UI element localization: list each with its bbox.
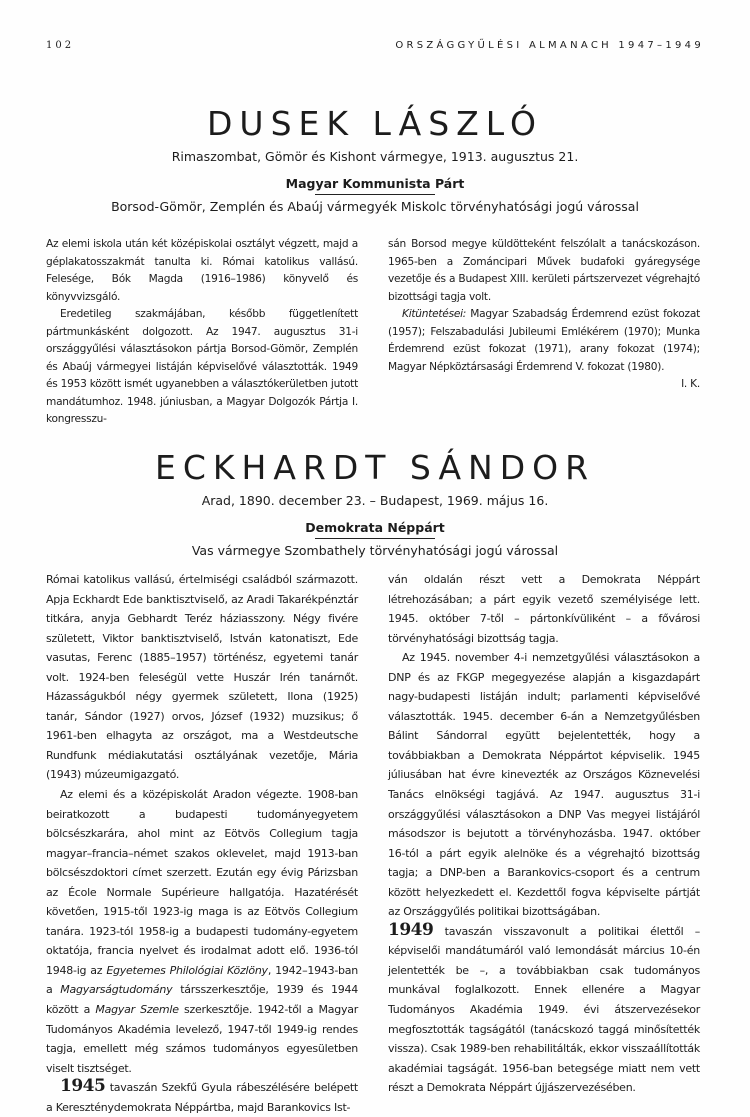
paragraph: Római katolikus vallású, értelmiségi családból származott. Apja Eckhardt Ede banktisztviselő, az Aradi Takarékpénztár titkára, anyja Gebhardt Teréz háziasszony. Négy fivére született, Viktor banktisztviselő, István katonatiszt, Ede vasutas, Ferenc (1885–1957) történész, egyetemi tanár volt. 1924-ben feleségül vette Huszár Irén tanárnőt. Házasságukból négy gyermek született, Ilona (1925) tanár, Sándor (1927) orvos, József (1932) muzsikus; ő 1961-ben elhagyta az országot, ma a Westdeutsche Rundfunk médiakutatási osztályának vezetője, Mária (1943) múzeumigazgató. [46, 573, 358, 782]
constituency: Vas vármegye Szombathely törvényhatósági jogú várossal [191, 543, 559, 558]
paragraph: Az elemi és a középiskolát Aradon végezte. 1908-ban beiratkozott a budapesti tudományegyetem bölcsészkarára, ahol mint az Eötvös Collegium tagja magyar–francia–német szakos oklevelet, majd 1913-ban bölcsészdoktori címet szerzett. Ezután egy évig Párizsban az École Normale Supérieure hallgatója. Hazatérését követően, 1915-től 1923-ig maga is az Eötvös Collegium tanára. 1923-tól 1958-ig a budapesti tudomány-egyetem oktatója, francia nyelvet és irodalmat adott elő. 1936-tól 1948-ig az Egyetemes Philológiai Közlöny, 1942–1943-ban a Magyarságtudomány társszerkesztője, 1939 és 1944 között a Magyar Szemle szerkesztője. 1942-től a Magyar Tudományos Akadémia levelező, 1947-től 1949-ig rendes tagja, emellett még számos tudományos egyesületben viselt tisztséget. [46, 788, 359, 1075]
running-header [46, 40, 704, 56]
paragraph: 1949 tavaszán visszavonult a politikai élettől – képviselői mandátumáról való lemondását március 10-én jelentették be –, a továbbiakban csak tudományos munkával foglalkozott. Ennek ellenére a Magyar Tudományos Akadémia 1949. évi átszervezésekor megfosztották tagságától (tanácskozó taggá minősítették vissza). Csak 1989-ben rehabilitálták, ekkor visszaállították akadémiai tagságát. 1956-ban betegsége miatt nem vett részt a Demokrata Néppárt újjászervezésében. [388, 919, 700, 1095]
party-name: Magyar Kommunista Párt [285, 176, 465, 191]
entry2-right-column [388, 570, 700, 1098]
birth-info: Arad, 1890. december 23. – Budapest, 1969. május 16. [201, 493, 549, 508]
year-marker: 1949 [388, 919, 434, 940]
year-marker: 1945 [60, 1076, 106, 1097]
journal-title: Magyarságtudomány [60, 983, 173, 997]
person-name: ECKHARDT SÁNDOR [154, 448, 596, 487]
paragraph: ván oldalán részt vett a Demokrata Néppárt létrehozásában; a párt egyik vezető személyisége lett. 1945. október 7-től – pártonkívüliként – a fővárosi törvényhatósági bizottság tagja. [388, 573, 700, 645]
party-divider [315, 194, 435, 195]
party-divider [315, 538, 435, 539]
person-name: DUSEK LÁSZLÓ [207, 104, 543, 143]
entry-heading-eckhardt [46, 450, 704, 560]
paragraph: 1945 tavaszán Szekfű Gyula rábeszélésére belépett a Kereszténydemokrata Néppártba, majd Barankovics Ist- [46, 1076, 358, 1114]
paragraph: Eredetileg szakmájában, később függetlenített pártmunkásként dolgozott. Az 1947. augusztus 31-i országgyűlési választásokon pártja Borsod-Gömör, Zemplén és Abaúj vármegyei listáján képviselővé választották. 1949 és 1953 között ismét ugyanebben a választókerületben jutott mandátumhoz. 1948. júniusban, a Magyar Dolgozók Pártja I. kongresszu- [46, 308, 358, 425]
author-signature: I. K. [681, 378, 700, 390]
almanac-title: ORSZÁGGYŰLÉSI ALMANACH 1947–1949 [395, 40, 704, 51]
paragraph: Az 1945. november 4-i nemzetgyűlési választásokon a DNP és az FKGP megegyezése alapján a kisgazdapárt nagy-budapesti listáján indult; parlamenti képviselővé választották. 1945. december 6-án a Nemzetgyűlésben Bálint Sándorral együtt bejelentették, hogy a továbbiakban a Demokrata Néppártot képviselik. 1945 júliusában hat évre kinevezték az Országos Köznevelési Tanács elnökségi tagjává. Az 1947. augusztus 31-i országgyűlési választásokon a DNP Vas megyei listájáról másodszor is bejutott a törvényhozásba. 1947. október 16-tól a párt egyik alelnöke és a végrehajtó bizottság tagja; a DNP-ben a Barankovics-csoport és a centrum között helyezkedett el. Kezdettől fogva képviselte pártját az Országgyűlés politikai bizottságában. [388, 651, 700, 919]
entry1-right-column [388, 236, 700, 394]
entry1-left-column [46, 236, 358, 429]
page-number: 102 [46, 40, 75, 51]
awards-text: Magyar Szabadság Érdemrend ezüst fokozat (1957); Felszabadulási Jubileumi Emlékérem (1970); Munka Érdemrend ezüst fokozat (1971), arany fokozat (1974); Magyar Népköztársasági Érdemrend V. fokozat (1980). [388, 308, 700, 373]
journal-title: Magyar Szemle [95, 1003, 179, 1017]
entry-heading-dusek [46, 106, 704, 216]
paragraph: sán Borsod megye küldötteként felszólalt a tanácskozáson. 1965-ben a Zománcipari Művek budafoki gyáregysége vezetője és a Budapest XIII. kerületi pártszervezet végrehajtó bizottsági tagja volt. [388, 238, 700, 303]
journal-title: Egyetemes Philológiai Közlöny [106, 963, 268, 977]
paragraph: Az elemi iskola után két középiskolai osztályt végzett, majd a géplakatosszakmát tanulta ki. Római katolikus vallású. Felesége, Bók Magda (1916–1986) könyvelő és könyvvizsgáló. [46, 238, 358, 303]
birth-info: Rimaszombat, Gömör és Kishont vármegye, 1913. augusztus 21. [171, 149, 579, 164]
entry2-left-column [46, 570, 358, 1117]
constituency: Borsod-Gömör, Zemplén és Abaúj vármegyék Miskolc törvényhatósági jogú várossal [111, 199, 639, 214]
awards-label: Kitüntetései: [402, 308, 467, 320]
party-name: Demokrata Néppárt [305, 520, 445, 535]
awards-paragraph [388, 306, 700, 376]
